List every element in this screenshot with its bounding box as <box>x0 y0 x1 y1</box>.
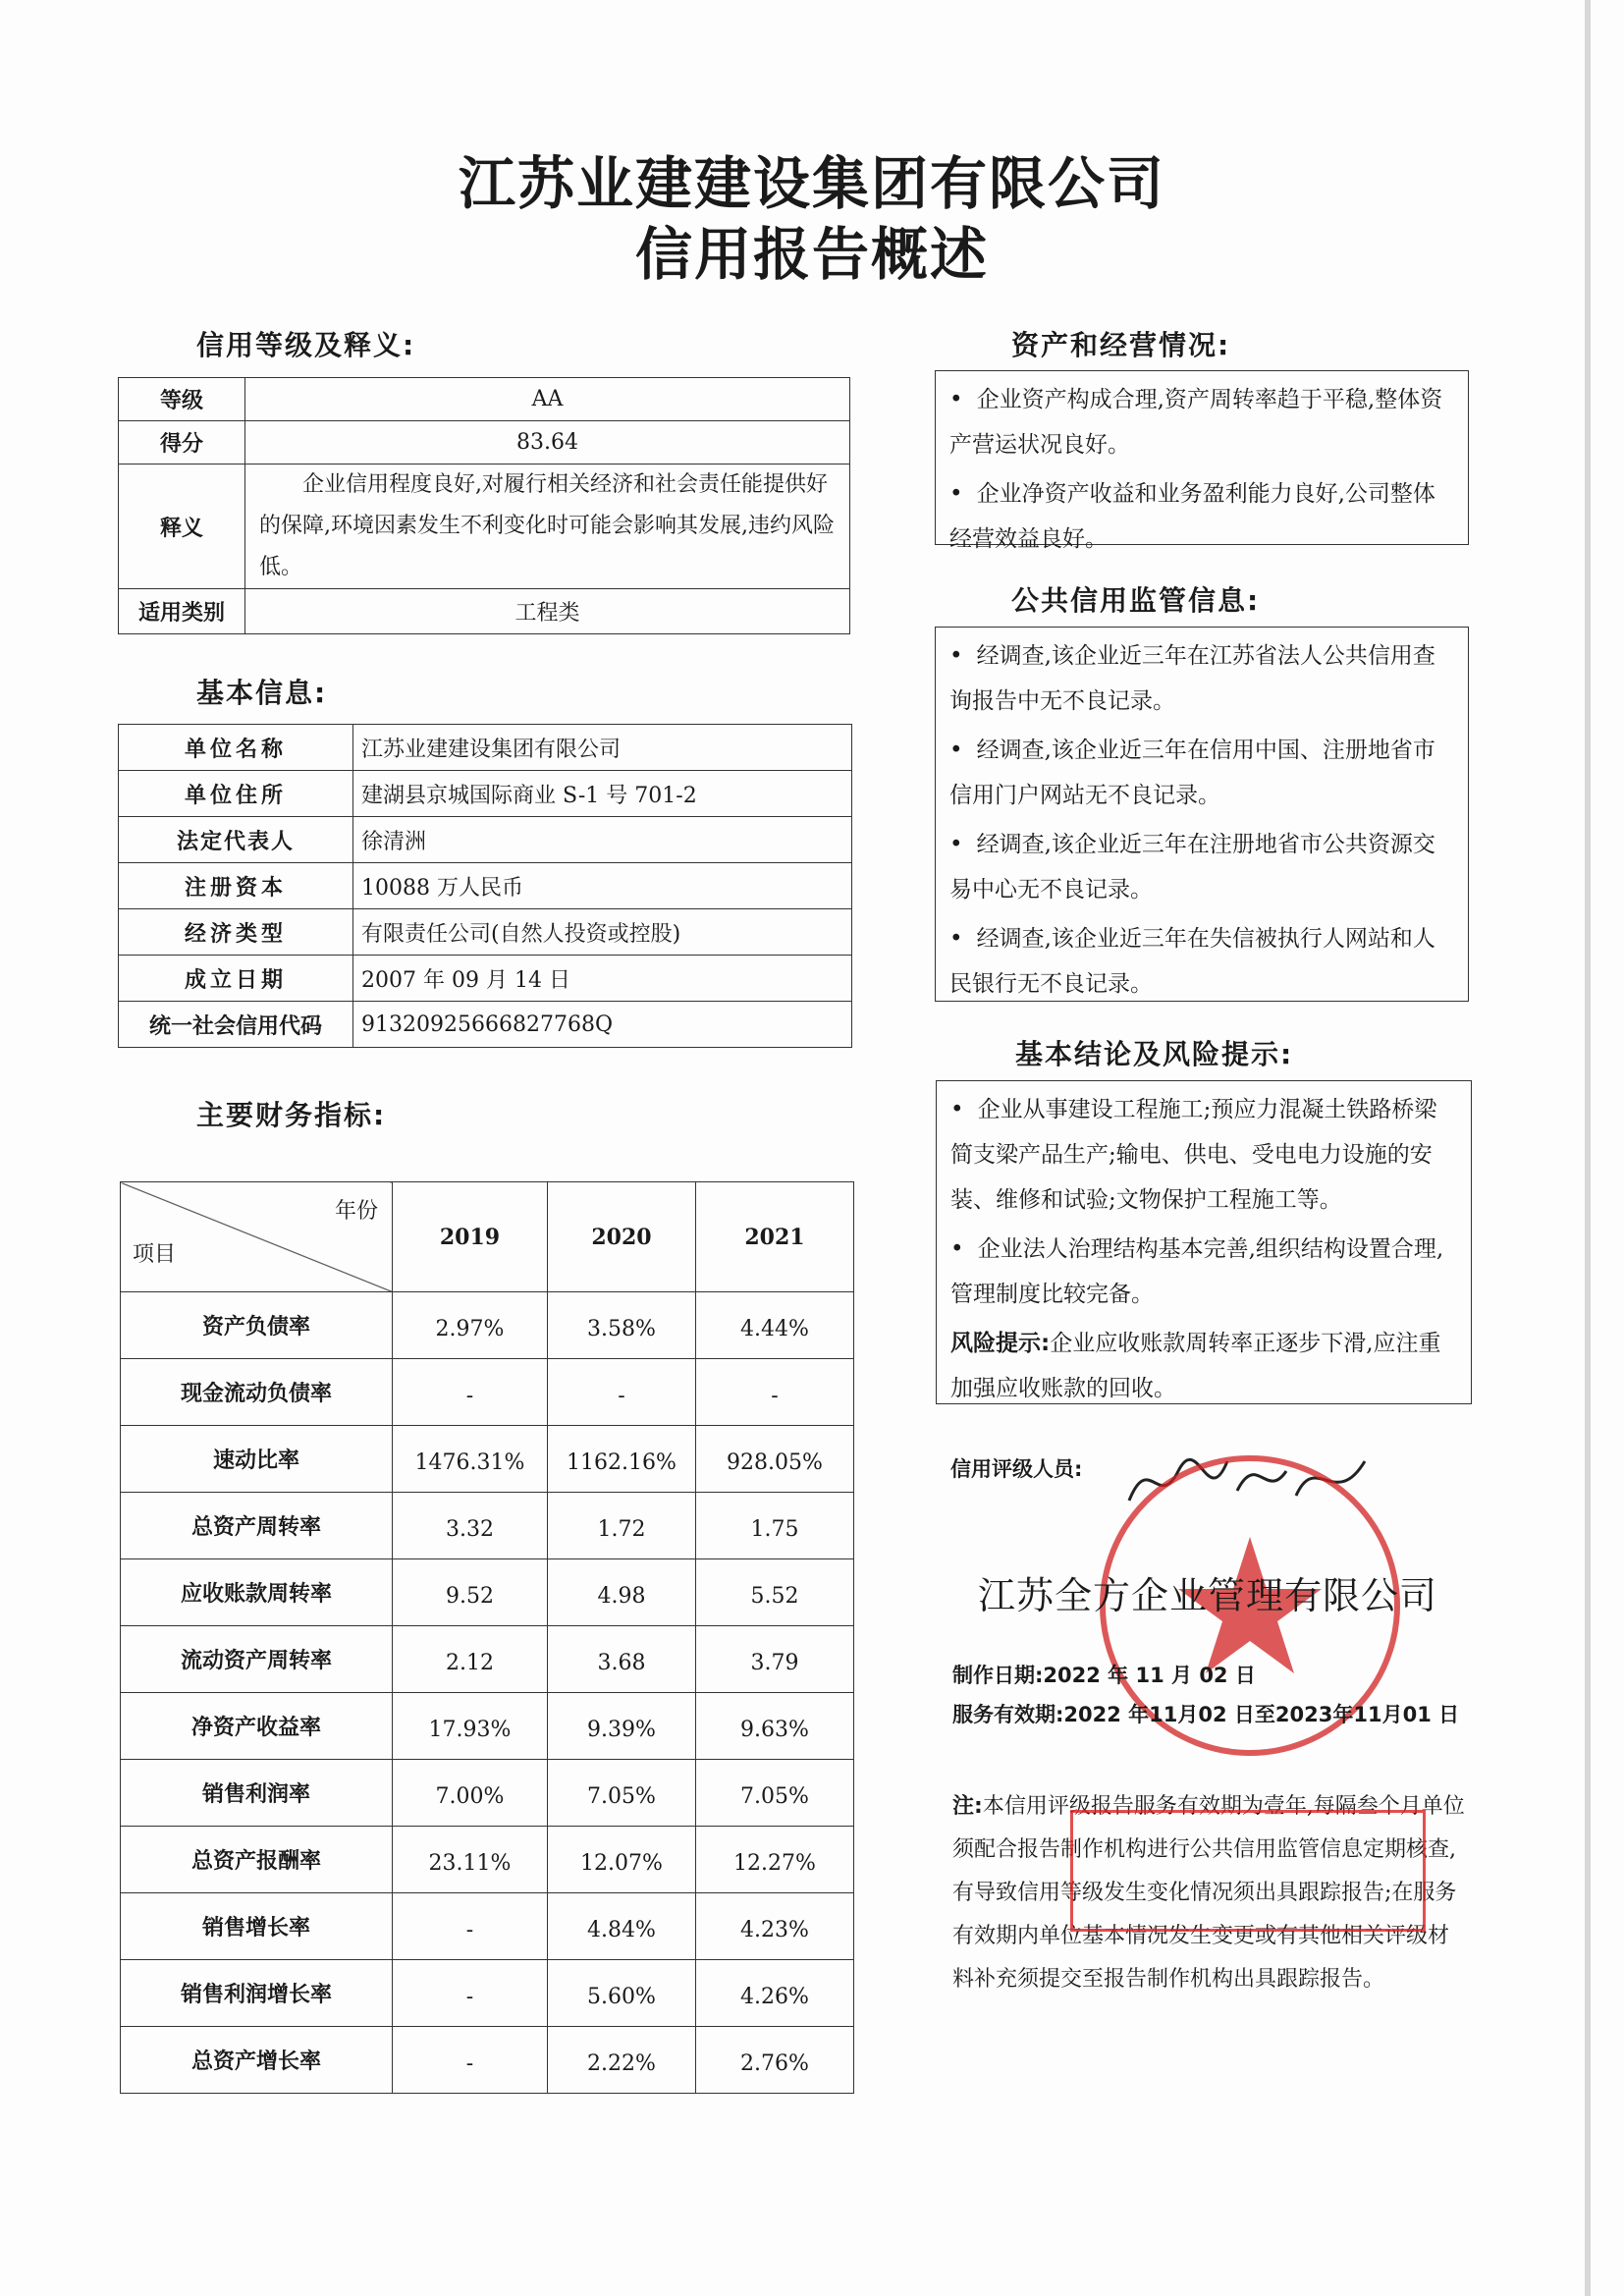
list-item: • 经调查,该企业近三年在江苏省法人公共信用查询报告中无不良记录。 <box>949 643 1435 714</box>
indicator-name: 销售利润增长率 <box>121 1960 393 2027</box>
indicator-value: 4.26% <box>696 1960 854 2027</box>
valid-period: 服务有效期:2022 年11月02 日至2023年11月01 日 <box>952 1703 1460 1726</box>
credit-label: 得分 <box>119 421 245 465</box>
indicator-value: 17.93% <box>393 1693 548 1760</box>
indicator-value: 3.58% <box>548 1292 696 1359</box>
conclusion-heading: 基本结论及风险提示: <box>1015 1038 1294 1070</box>
credit-label: 等级 <box>119 378 245 421</box>
corner-item-label: 项目 <box>133 1242 177 1267</box>
filing-stamp-icon <box>1070 1810 1426 1932</box>
year-header: 2020 <box>548 1182 696 1292</box>
table-row <box>121 1493 854 1559</box>
basic-value: 建湖县京城国际商业 S-1 号 701-2 <box>353 771 852 817</box>
basic-value: 2007 年 09 月 14 日 <box>353 956 852 1002</box>
basic-value: 10088 万人民币 <box>353 863 852 909</box>
credit-table <box>118 377 850 634</box>
list-item: • 经调查,该企业近三年在失信被执行人网站和人民银行无不良记录。 <box>949 926 1435 997</box>
financial-heading: 主要财务指标: <box>196 1099 387 1131</box>
indicator-value: 9.52 <box>393 1559 548 1626</box>
basic-label: 成立日期 <box>119 956 353 1002</box>
bullet-icon: • <box>950 1236 964 1262</box>
indicator-value: 23.11% <box>393 1827 548 1893</box>
indicator-value: 12.07% <box>548 1827 696 1893</box>
bullet-icon: • <box>950 1097 964 1122</box>
indicator-value: - <box>393 1960 548 2027</box>
table-row <box>121 1559 854 1626</box>
risk-label: 风险提示: <box>950 1331 1051 1356</box>
table-row <box>121 1693 854 1760</box>
credit-score: 83.64 <box>245 421 850 465</box>
assets-box <box>935 370 1469 552</box>
table-row <box>121 1359 854 1426</box>
list-item: • 企业法人治理结构基本完善,组织结构设置合理,管理制度比较完备。 <box>950 1236 1444 1307</box>
indicator-value: 2.22% <box>548 2027 696 2094</box>
page-edge <box>1585 0 1591 2296</box>
indicator-value: 9.39% <box>548 1693 696 1760</box>
basic-label: 统一社会信用代码 <box>119 1002 353 1048</box>
indicator-value: 7.00% <box>393 1760 548 1827</box>
list-item: • 企业从事建设工程施工;预应力混凝土铁路桥梁简支梁产品生产;输电、供电、受电电力设施的安装、维修和试验;文物保护工程施工等。 <box>950 1097 1437 1213</box>
report-subtitle: 信用报告概述 <box>634 221 989 288</box>
indicator-value: - <box>696 1359 854 1426</box>
indicator-value: - <box>393 1893 548 1960</box>
list-item: • 经调查,该企业近三年在信用中国、注册地省市信用门户网站无不良记录。 <box>949 738 1435 808</box>
basic-value: 有限责任公司(自然人投资或控股) <box>353 909 852 956</box>
corner-year-label: 年份 <box>334 1199 378 1224</box>
indicator-value: 3.32 <box>393 1493 548 1559</box>
indicator-value: 2.97% <box>393 1292 548 1359</box>
indicator-name: 资产负债率 <box>121 1292 393 1359</box>
public-heading: 公共信用监管信息: <box>1011 584 1261 617</box>
indicator-value: - <box>548 1359 696 1426</box>
indicator-value: - <box>393 1359 548 1426</box>
indicator-value: 3.68 <box>548 1626 696 1693</box>
indicator-value: 2.12 <box>393 1626 548 1693</box>
table-row <box>121 1827 854 1893</box>
indicator-value: 4.23% <box>696 1893 854 1960</box>
indicator-value: 5.52 <box>696 1559 854 1626</box>
indicator-value: 928.05% <box>696 1426 854 1493</box>
table-row <box>121 1626 854 1693</box>
year-header: 2019 <box>393 1182 548 1292</box>
indicator-value: 7.05% <box>548 1760 696 1827</box>
bullet-icon: • <box>949 387 963 412</box>
indicator-value: 1.72 <box>548 1493 696 1559</box>
indicator-name: 销售利润率 <box>121 1760 393 1827</box>
basic-label: 经济类型 <box>119 909 353 956</box>
rater-label: 信用评级人员: <box>950 1457 1083 1481</box>
indicator-value: - <box>393 2027 548 2094</box>
assets-heading: 资产和经营情况: <box>1011 329 1231 361</box>
credit-grade: AA <box>245 378 850 421</box>
list-item: • 经调查,该企业近三年在注册地省市公共资源交易中心无不良记录。 <box>949 832 1435 902</box>
note-text: 注:本信用评级报告服务有效期为壹年,每隔叁个月单位须配合报告制作机构进行公共信用监管信息定期核查,有导致信用等级发生变化情况须出具跟踪报告;在服务有效期内单位基本情况发生变更或有其他相关评级材料补充须提交至报告制作机构出具跟踪报告。 <box>952 1794 1465 1992</box>
bullet-icon: • <box>949 643 963 669</box>
indicator-value: 1476.31% <box>393 1426 548 1493</box>
bullet-icon: • <box>949 481 963 507</box>
basic-value: 徐清洲 <box>353 817 852 863</box>
indicator-name: 总资产周转率 <box>121 1493 393 1559</box>
indicator-name: 现金流动负债率 <box>121 1359 393 1426</box>
report-title: 江苏业建建设集团有限公司 <box>458 150 1165 217</box>
table-row <box>121 2027 854 2094</box>
bullet-icon: • <box>949 832 963 857</box>
table-row <box>121 1893 854 1960</box>
made-date: 制作日期:2022 年 11 月 02 日 <box>952 1664 1256 1687</box>
table-row <box>121 1426 854 1493</box>
financial-table <box>120 1181 854 2094</box>
issuer-company: 江苏全方企业管理有限公司 <box>978 1574 1438 1617</box>
basic-label: 法定代表人 <box>119 817 353 863</box>
basic-label: 注册资本 <box>119 863 353 909</box>
indicator-value: 2.76% <box>696 2027 854 2094</box>
indicator-name: 应收账款周转率 <box>121 1559 393 1626</box>
indicator-value: 5.60% <box>548 1960 696 2027</box>
basic-value: 91320925666827768Q <box>353 1002 852 1048</box>
conclusion-box <box>936 1080 1472 1404</box>
basic-label: 单位住所 <box>119 771 353 817</box>
credit-heading: 信用等级及释义: <box>196 329 416 361</box>
indicator-value: 7.05% <box>696 1760 854 1827</box>
table-row <box>121 1292 854 1359</box>
table-row <box>121 1960 854 2027</box>
indicator-name: 流动资产周转率 <box>121 1626 393 1693</box>
table-row <box>121 1760 854 1827</box>
basic-value: 江苏业建建设集团有限公司 <box>353 725 852 771</box>
bullet-icon: • <box>949 738 963 763</box>
indicator-name: 净资产收益率 <box>121 1693 393 1760</box>
credit-label: 适用类别 <box>119 589 245 634</box>
indicator-value: 4.98 <box>548 1559 696 1626</box>
basic-info-table <box>118 724 852 1048</box>
bullet-icon: • <box>949 926 963 952</box>
basic-label: 单位名称 <box>119 725 353 771</box>
credit-label: 释义 <box>119 465 245 589</box>
financial-rows <box>121 1292 854 2094</box>
indicator-name: 速动比率 <box>121 1426 393 1493</box>
indicator-name: 总资产增长率 <box>121 2027 393 2094</box>
public-box <box>935 627 1469 1002</box>
indicator-name: 销售增长率 <box>121 1893 393 1960</box>
credit-meaning: 企业信用程度良好,对履行相关经济和社会责任能提供好的保障,环境因素发生不利变化时可能会影响其发展,违约风险低。 <box>245 465 850 589</box>
list-item: • 企业资产构成合理,资产周转率趋于平稳,整体资产营运状况良好。 <box>949 387 1443 458</box>
indicator-value: 3.79 <box>696 1626 854 1693</box>
indicator-value: 4.84% <box>548 1893 696 1960</box>
year-header: 2021 <box>696 1182 854 1292</box>
risk-note: 风险提示:企业应收账款周转率正逐步下滑,应注重加强应收账款的回收。 <box>950 1331 1441 1401</box>
table-corner <box>121 1182 393 1292</box>
indicator-value: 1162.16% <box>548 1426 696 1493</box>
list-item: • 企业净资产收益和业务盈利能力良好,公司整体经营效益良好。 <box>949 481 1435 552</box>
indicator-value: 4.44% <box>696 1292 854 1359</box>
indicator-value: 12.27% <box>696 1827 854 1893</box>
indicator-value: 1.75 <box>696 1493 854 1559</box>
credit-category: 工程类 <box>245 589 850 634</box>
indicator-value: 9.63% <box>696 1693 854 1760</box>
indicator-name: 总资产报酬率 <box>121 1827 393 1893</box>
basic-heading: 基本信息: <box>196 677 328 709</box>
